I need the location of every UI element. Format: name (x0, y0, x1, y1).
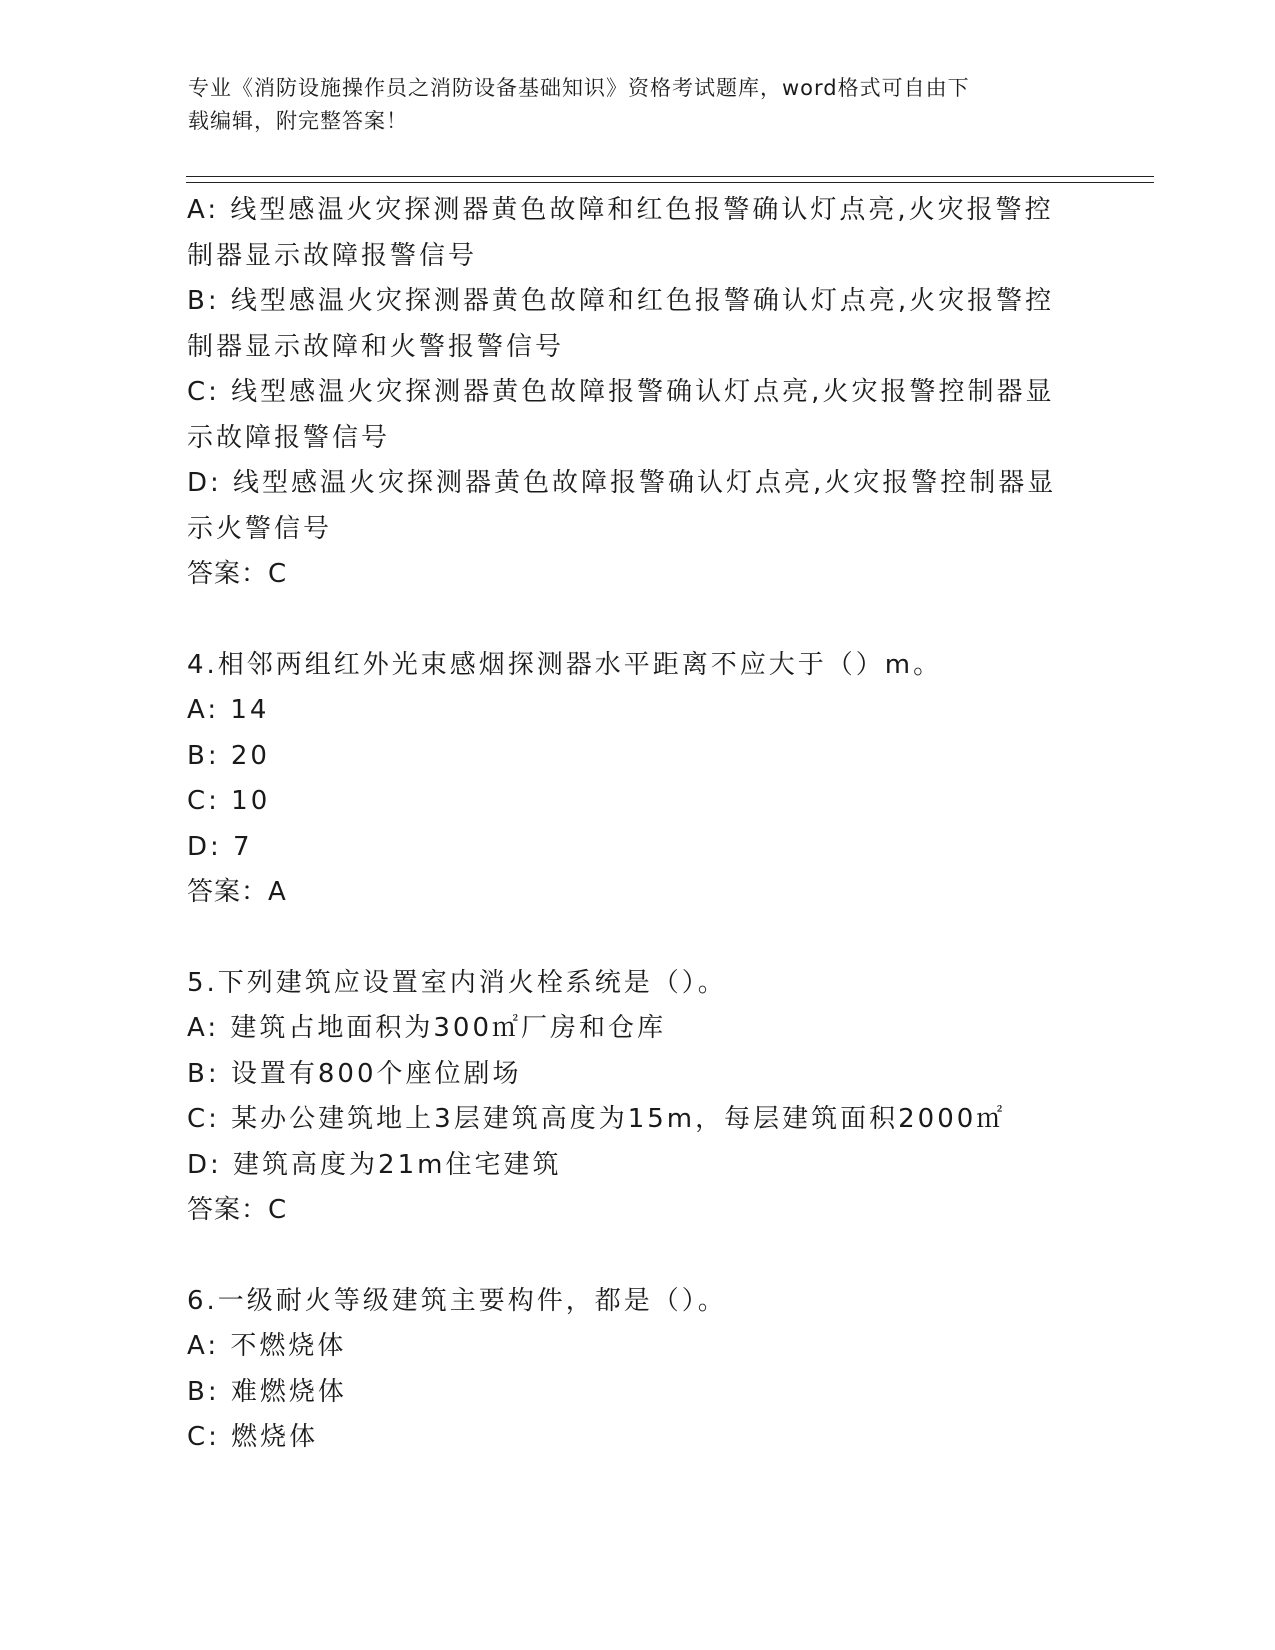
q6-option-b: B: 难燃烧体 (187, 1376, 347, 1407)
q3-answer-value: C (268, 559, 288, 589)
q4-option-a: A: 14 (187, 695, 270, 725)
q3-answer (187, 552, 1067, 598)
q5-answer (187, 1188, 1067, 1234)
q4-question: 4.相邻两组红外光束感烟探测器水平距离不应大于（）m。 (187, 649, 943, 680)
q6-question: 6.一级耐火等级建筑主要构件，都是（）。 (187, 1285, 727, 1316)
q4-option-d: D: 7 (187, 831, 253, 862)
q3-answer-label: 答案： (187, 559, 269, 589)
question-content (187, 188, 1067, 1461)
q5-option-d: D: 建筑高度为21m住宅建筑 (187, 1149, 562, 1180)
q3-option-c-line-1: C: 线型感温火灾探测器黄色故障报警确认灯点亮,火灾报警控制器显 (187, 377, 1055, 407)
q5-answer-label: 答案： (187, 1195, 269, 1225)
page-header (188, 72, 1068, 138)
q3-option-c-line-2: 示故障报警信号 (187, 422, 391, 453)
q3-option-d-line-2: 示火警信号 (187, 513, 333, 544)
q4-answer-value: A (268, 877, 287, 907)
question-6-block (187, 1279, 1067, 1461)
q3-option-a-line-2: 制器显示故障报警信号 (187, 240, 478, 271)
q3-option-a-line-1: A: 线型感温火灾探测器黄色故障和红色报警确认灯点亮,火灾报警控 (187, 195, 1054, 225)
q5-option-b: B: 设置有800个座位剧场 (187, 1058, 522, 1089)
header-rule (186, 176, 1154, 183)
q3-option-b-line-2: 制器显示故障和火警报警信号 (187, 331, 565, 362)
q4-option-b: B: 20 (187, 740, 270, 771)
q5-answer-value: C (268, 1195, 288, 1225)
q4-answer-label: 答案： (187, 877, 269, 907)
q5-option-a: A: 建筑占地面积为300㎡厂房和仓库 (187, 1013, 666, 1043)
question-4-block (187, 643, 1067, 916)
q5-option-c: C: 某办公建筑地上3层建筑高度为15m，每层建筑面积2000㎡ (187, 1104, 1006, 1134)
q4-answer (187, 870, 1067, 916)
header-line-1: 专业《消防设施操作员之消防设备基础知识》资格考试题库，word格式可自由下 (188, 76, 970, 100)
header-line-2: 载编辑，附完整答案！ (188, 109, 408, 133)
question-3-block (187, 188, 1067, 598)
q5-question: 5.下列建筑应设置室内消火栓系统是（）。 (187, 967, 727, 998)
q3-option-d-line-1: D: 线型感温火灾探测器黄色故障报警确认灯点亮,火灾报警控制器显 (187, 468, 1057, 498)
q4-option-c: C: 10 (187, 786, 271, 816)
q6-option-a: A: 不燃烧体 (187, 1331, 347, 1361)
q3-option-b-line-1: B: 线型感温火灾探测器黄色故障和红色报警确认灯点亮,火灾报警控 (187, 286, 1055, 316)
question-5-block (187, 961, 1067, 1234)
q6-option-c: C: 燃烧体 (187, 1422, 319, 1452)
